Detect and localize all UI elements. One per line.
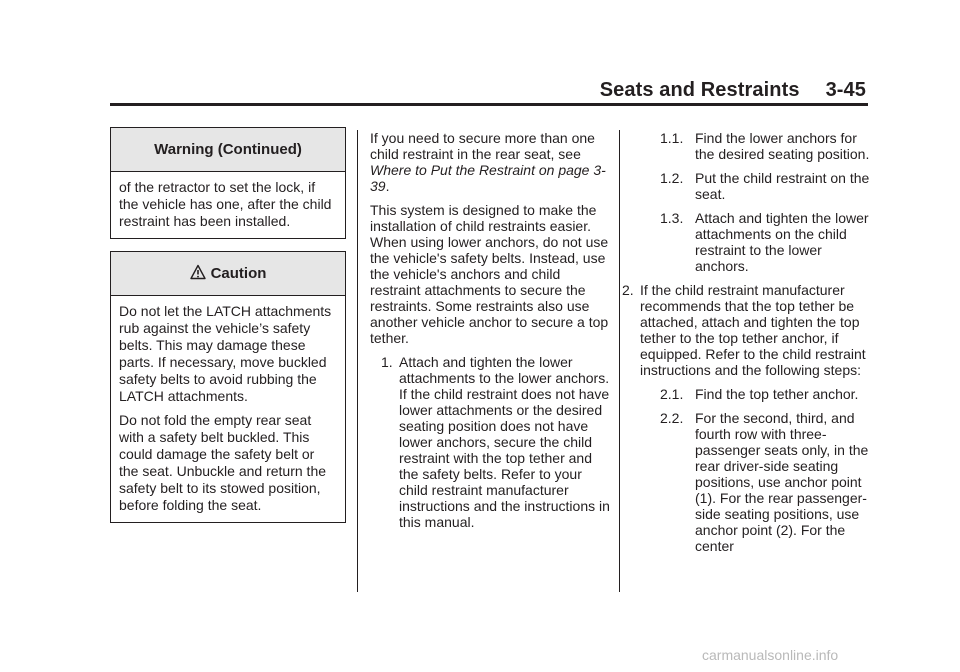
list-item [632, 386, 870, 402]
caution-triangle-icon [190, 264, 206, 280]
intro-text: If you need to secure more than one child restraint in the rear seat, see [370, 130, 595, 162]
intro-paragraph [370, 130, 612, 194]
column-divider-1 [357, 130, 358, 592]
substep-text: For the second, third, and fourth row with three-passenger seats only, in the rear driver-side seating positions, use anchor point (1). For the rear passenger-side seating positions, use anchor point (2). For the center [695, 410, 869, 554]
system-description-paragraph: This system is designed to make the installation of child restraints easier. When using lower anchors, do not use the vehicle's safety belts. Instead, use the vehicle's anchors and child restraint attachments to secure the restraints. Some restraints also use another vehicle anchor to secure a top tether. [370, 202, 609, 346]
page-number: 3-45 [825, 79, 866, 101]
cross-reference-link[interactable]: Where to Put the Restraint on page 3-39 [370, 162, 606, 194]
list-item [632, 130, 870, 162]
list-item [370, 354, 612, 530]
intro-suffix: . [385, 178, 390, 194]
watermark: carmanualsonline.info [702, 647, 839, 663]
column-divider-2 [619, 130, 620, 592]
page-header [600, 79, 866, 102]
substep-number: 1.1. [660, 130, 684, 146]
right-column [622, 130, 870, 562]
warning-box-title: Warning (Continued) [111, 128, 345, 172]
substep-number: 1.3. [660, 210, 684, 226]
step-text: If the child restraint manufacturer recommends that the top tether be attached, attach and tighten the top tether to the top tether anchor, if equipped. Refer to the child restraint instructions and the following steps: [640, 282, 866, 378]
caution-paragraph-2: Do not fold the empty rear seat with a safety belt buckled. This could damage the safety belt or the seat. Unbuckle and return the safety belt to its stowed position, before folding the seat. [119, 412, 327, 513]
list-item [632, 210, 870, 274]
step-number: 2. [622, 282, 634, 298]
middle-column [370, 130, 612, 538]
header-rule [110, 103, 868, 106]
substep-number: 1.2. [660, 170, 684, 186]
list-item [622, 282, 870, 378]
section-title: Seats and Restraints [599, 79, 800, 101]
warning-box-text: of the retractor to set the lock, if the vehicle has one, after the child restraint has been installed. [119, 179, 332, 229]
list-item [632, 410, 870, 554]
substep-number: 2.2. [660, 410, 684, 426]
substep-text: Find the top tether anchor. [695, 386, 859, 402]
caution-paragraph-1: Do not let the LATCH attachments rub against the vehicle’s safety belts. This may damage these parts. If necessary, move buckled safety belts to avoid rubbing the LATCH attachments. [119, 303, 332, 404]
warning-box [110, 127, 346, 239]
caution-box [110, 251, 346, 523]
substep-text: Find the lower anchors for the desired seating position. [695, 130, 870, 162]
list-item [632, 170, 870, 202]
substep-text: Attach and tighten the lower attachments on the child restraint to the lower anchors. [695, 210, 869, 274]
caution-box-header [111, 252, 345, 296]
caution-box-title: Caution [210, 265, 267, 282]
substep-number: 2.1. [660, 386, 684, 402]
step-text: Attach and tighten the lower attachments to the lower anchors. If the child restraint does not have lower attachments or the desired seating position does not have lower anchors, secure the child restraint with the top tether and the safety belts. Refer to your child restraint manufacturer instructions and the instructions in this manual. [399, 354, 610, 530]
substep-text: Put the child restraint on the seat. [695, 170, 870, 202]
step-number: 1. [381, 354, 393, 370]
